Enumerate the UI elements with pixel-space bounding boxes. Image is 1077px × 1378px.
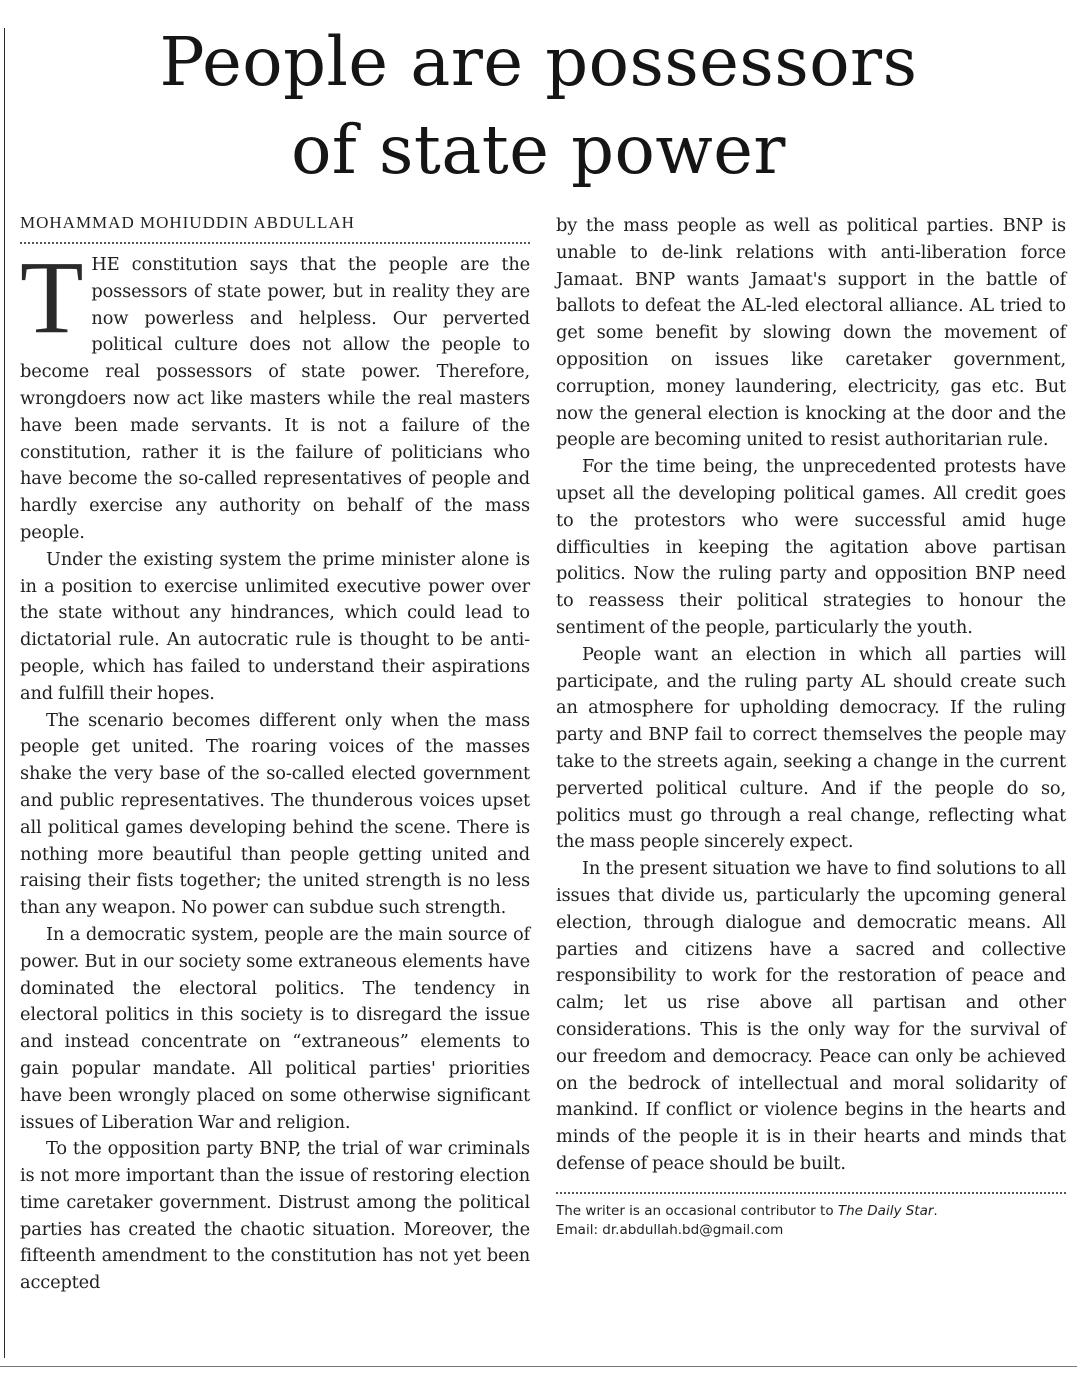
paragraph-1 xyxy=(20,240,530,547)
author-note-line-1: The writer is an occasional contributor to The Daily Star. xyxy=(556,1202,938,1219)
headline-line-2: of state power xyxy=(291,111,786,189)
author-email: Email: dr.abdullah.bd@gmail.com xyxy=(556,1221,784,1238)
right-column xyxy=(556,213,1066,1240)
paragraph-1-text: HE constitution says that the people are the possessors of state power, but in reality they are now powerless and helpless. Our perverted political culture does not allow the people to become real possessors of state power. Therefore, wrongdoers now act like masters while the real masters have been made servants. It is not a failure of the constitution, rather it is the failure of politicians who have become the so-called representatives of people and hardly exercise any authority on behalf of the mass people. xyxy=(20,254,530,543)
byline-divider xyxy=(20,242,530,244)
footnote-divider xyxy=(556,1192,1066,1194)
headline xyxy=(20,18,1057,194)
publication-name: The Daily Star xyxy=(837,1202,934,1219)
article-body-right xyxy=(556,213,1066,1178)
left-column xyxy=(20,213,530,1297)
byline: MOHAMMAD MOHIUDDIN ABDULLAH xyxy=(20,213,355,232)
paragraph-4: In a democratic system, people are the main source of power. But in our society some extraneous elements have dominated the electoral politics. The tendency in electoral politics in this society is to disregard the issue and instead concentrate on “extraneous” elements to gain popular mandate. All political parties' priorities have been wrongly placed on some otherwise significant issues of Liberation War and religion. xyxy=(20,923,530,1133)
article-body-left xyxy=(20,240,530,1297)
headline-line-1: People are possessors xyxy=(159,23,918,101)
paragraph-3: The scenario becomes different only when the mass people get united. The roaring voices of the masses shake the very base of the so-called elected government and public representatives. The thunderous voices upset all political games developing behind the scene. There is nothing more beautiful than people getting united and raising their fists together; the united strength is no less than any weapon. No power can subdue such strength. xyxy=(20,709,530,919)
paragraph-5: To the opposition party BNP, the trial of war criminals is not more important than the issue of restoring election time caretaker government. Distrust among the political parties has created the chaotic situation. Moreover, the fifteenth amendment to the constitution has not yet been accepted xyxy=(20,1138,530,1294)
paragraph-8: In the present situation we have to find solutions to all issues that divide us, particularly the upcoming general election, through dialogue and democratic means. All parties and citizens have a sacred and collective responsibility to work for the restoration of peace and calm; let us rise above all partisan and other considerations. This is the only way for the survival of our freedom and democracy. Peace can only be achieved on the bedrock of intellectual and moral solidarity of mankind. If conflict or violence begins in the hearts and minds of the people it is in their hearts and minds that defense of peace should be built. xyxy=(556,858,1066,1174)
author-note xyxy=(556,1202,1066,1240)
drop-cap: T xyxy=(20,240,84,355)
paragraph-6: For the time being, the unprecedented protests have upset all the developing political games. All credit goes to the protestors who were successful amid huge difficulties in keeping the agitation above partisan politics. Now the ruling party and opposition BNP need to reassess their political strategies to honour the sentiment of the people, particularly the youth. xyxy=(556,456,1066,638)
left-column-rule xyxy=(4,28,5,1358)
paragraph-2: Under the existing system the prime minister alone is in a position to exercise unlimited executive power over the state without any hindrances, which could lead to dictatorial rule. An autocratic rule is thought to be anti-people, which has failed to understand their aspirations and fulfill their hopes. xyxy=(20,548,530,704)
paragraph-7: People want an election in which all parties will participate, and the ruling party AL should create such an atmosphere for upholding democracy. If the ruling party and BNP fail to correct themselves the people may take to the streets again, seeking a change in the current perverted political culture. And if the people do so, politics must go through a real change, reflecting what the mass people sincerely expect. xyxy=(556,643,1066,853)
paragraph-5-continued: by the mass people as well as political parties. BNP is unable to de-link relations with anti-liberation force Jamaat. BNP wants Jamaat's support in the battle of ballots to defeat the AL-led electoral alliance. AL tried to get some benefit by slowing down the movement of opposition on issues like caretaker government, corruption, money laundering, electricity, gas etc. But now the general election is knocking at the door and the people are becoming united to resist authoritarian rule. xyxy=(556,215,1066,451)
bottom-rule xyxy=(0,1366,1077,1367)
